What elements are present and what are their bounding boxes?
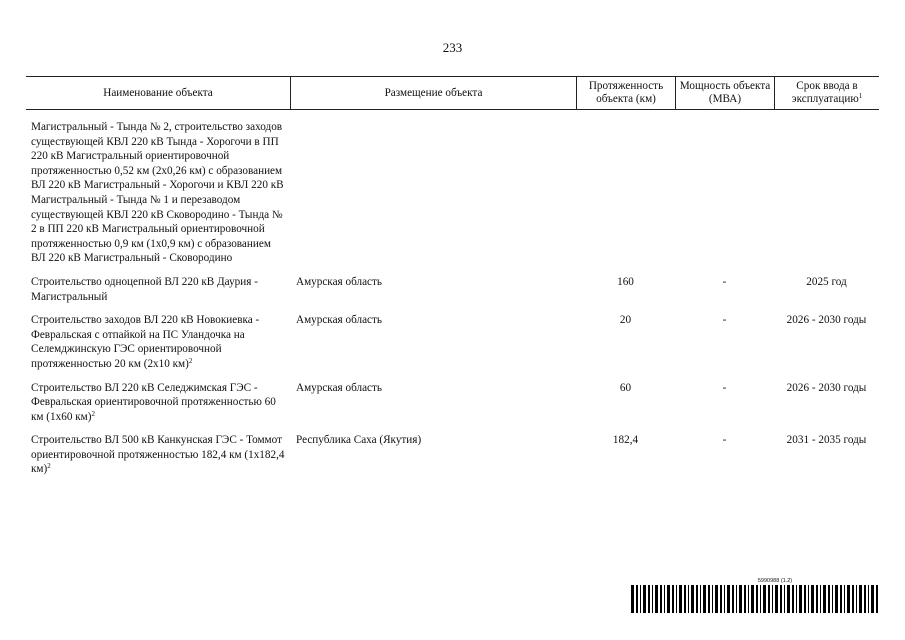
object-power: - xyxy=(722,275,727,288)
object-location: Амурская область xyxy=(296,275,382,288)
header-term-label: Срок ввода в эксплуатацию xyxy=(791,80,859,105)
header-power: Мощность объекта (МВА) xyxy=(675,77,774,109)
object-length xyxy=(576,120,675,266)
barcode-label: 5990988 (1.2) xyxy=(757,578,793,584)
object-power xyxy=(675,120,774,266)
object-length: 182,4 xyxy=(612,434,639,447)
object-location: Амурская область xyxy=(296,314,382,327)
object-location: Амурская область xyxy=(296,381,382,394)
object-name: Строительство ВЛ 500 кВ Канкунская ГЭС - Томмот ориентировочной протяженностью 182,4 км (1x182,4 км)$^2$ xyxy=(31,434,285,476)
object-power: - xyxy=(722,314,727,327)
object-name: Магистральный - Тында № 2, строительство заходов существующей КВЛ 220 кВ Тында - Хорогочи в ПП 220 кВ Магистральный ориентировочной протяженностью 0,52 км (2x0,26 км) с образованием ВЛ 220 кВ Магистральный - Хорогочи и КВЛ 220 кВ Магистральный - Тында № 1 и перезаводом существующей КВЛ 220 кВ Сковородино - Тында № 2 в ПП 220 кВ Магистральный ориентировочной протяженностью 0,9 км (1x0,9 км) с образованием ВЛ 220 кВ Магистральный - Сковородино xyxy=(31,121,284,265)
header-length: Протяженность объекта (км) xyxy=(576,77,675,109)
barcode xyxy=(631,578,879,613)
barcode-bars xyxy=(631,585,879,613)
header-term xyxy=(774,77,879,109)
page-number: 233 xyxy=(442,40,463,55)
table-body xyxy=(26,120,879,486)
object-term: 2026 - 2030 годы xyxy=(786,381,867,394)
object-location xyxy=(290,120,576,266)
object-term: 2026 - 2030 годы xyxy=(786,314,867,327)
header-location: Размещение объекта xyxy=(290,77,576,109)
table-row xyxy=(26,381,879,425)
table-header xyxy=(26,76,879,110)
object-name: Строительство ВЛ 220 кВ Селеджимская ГЭС - Февральская ориентировочной протяженностью 60 км (1x60 км)$^2$ xyxy=(31,381,276,423)
object-name: Строительство одноцепной ВЛ 220 кВ Даурия - Магистральный xyxy=(31,275,258,303)
table-row xyxy=(26,275,879,304)
object-length: 20 xyxy=(619,314,632,327)
table-row xyxy=(26,313,879,371)
table-row xyxy=(26,120,879,266)
object-length: 60 xyxy=(619,381,632,394)
header-name: Наименование объекта xyxy=(103,86,213,99)
object-term: 2031 - 2035 годы xyxy=(786,434,867,447)
object-name: Строительство заходов ВЛ 220 кВ Новокиевка - Февральская с отпайкой на ПС Уландочка на Селемджинскую ГЭС ориентировочной протяженностью 20 км (2x10 км)$^2$ xyxy=(31,314,260,370)
table-row xyxy=(26,433,879,477)
object-power: - xyxy=(722,381,727,394)
object-term: 2025 год xyxy=(806,275,847,288)
object-term xyxy=(774,120,879,266)
object-length: 160 xyxy=(617,275,634,288)
object-location: Республика Саха (Якутия) xyxy=(296,434,422,447)
object-power: - xyxy=(722,434,727,447)
header-term-footnote: 1 xyxy=(858,92,863,100)
